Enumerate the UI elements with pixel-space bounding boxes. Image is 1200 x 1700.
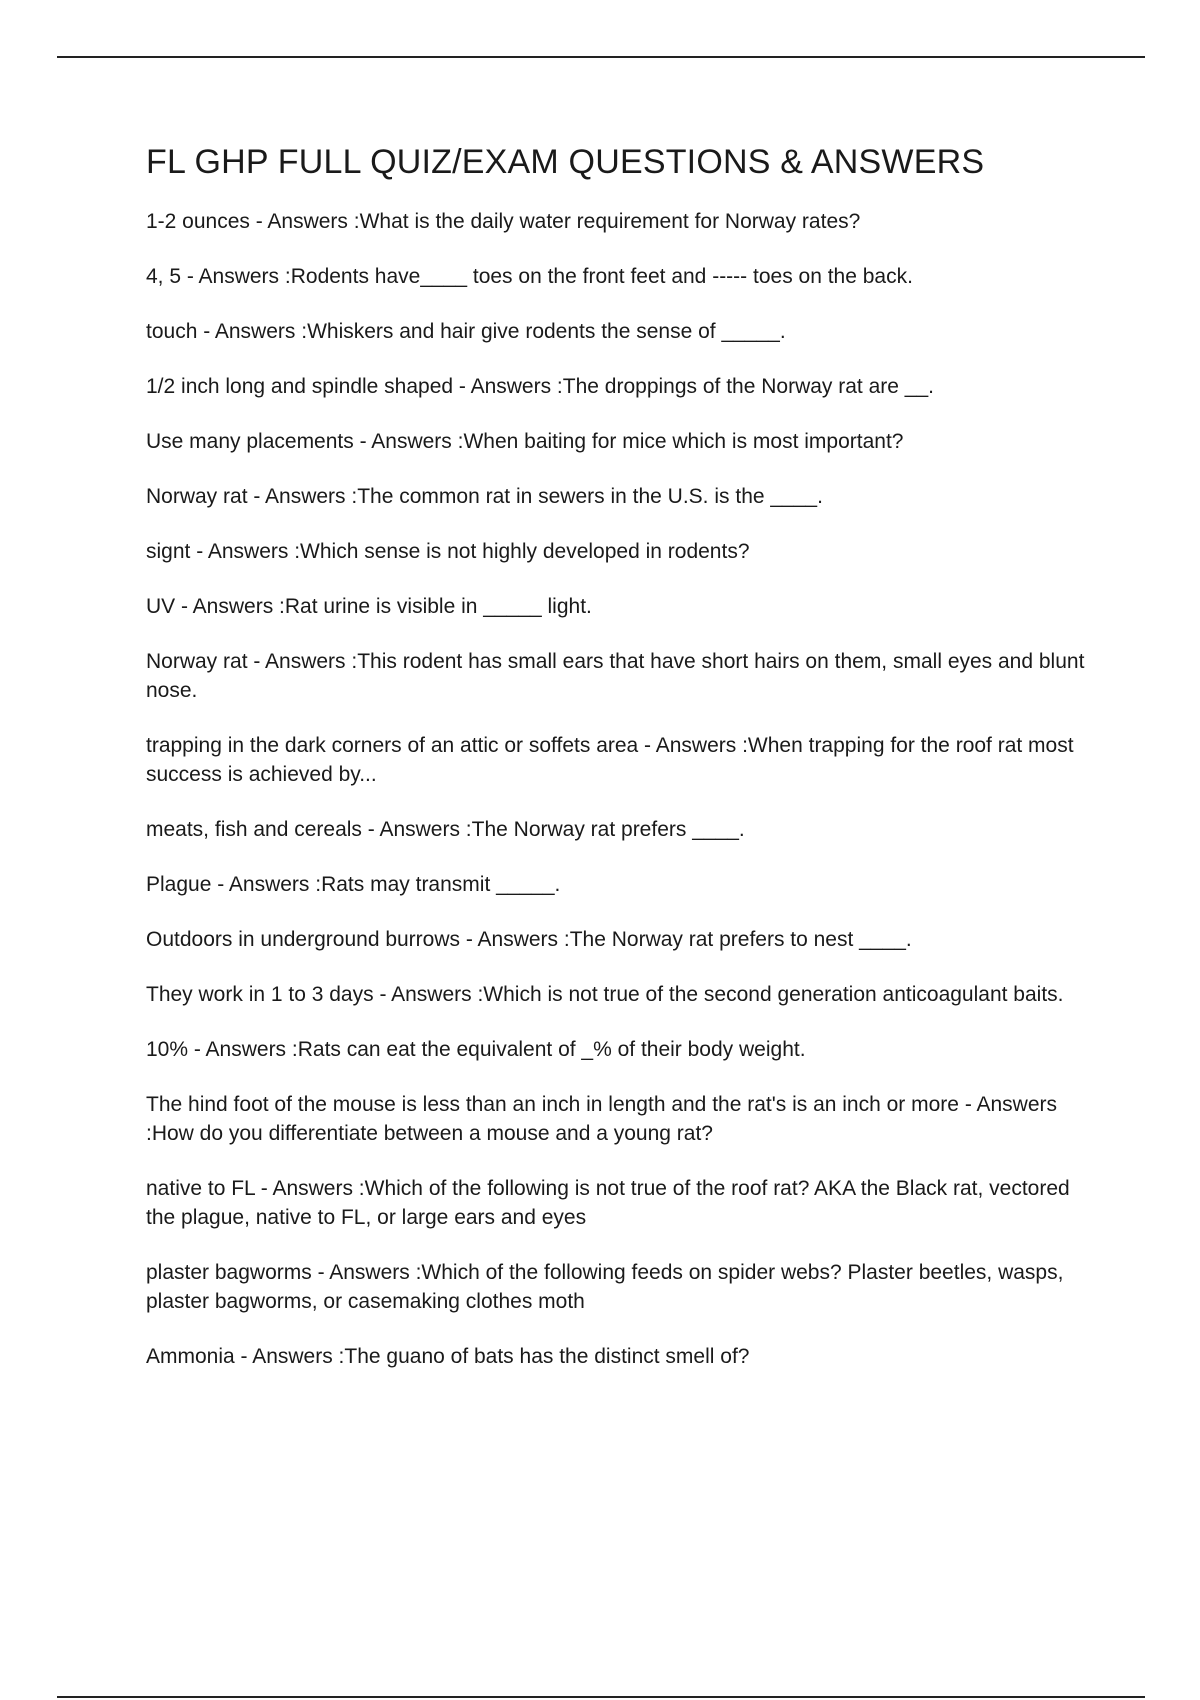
qa-item: Use many placements - Answers :When baiting for mice which is most important? — [146, 429, 904, 453]
qa-item: trapping in the dark corners of an attic or soffets area - Answers :When trapping for the roof rat most success is achieved by... — [146, 733, 1074, 786]
qa-item: Plague - Answers :Rats may transmit _____. — [146, 872, 561, 896]
qa-item: Norway rat - Answers :The common rat in sewers in the U.S. is the ____. — [146, 484, 823, 508]
qa-item: The hind foot of the mouse is less than an inch in length and the rat's is an inch or more - Answers :How do you differentiate between a mouse and a young rat? — [146, 1092, 1058, 1145]
top-divider — [57, 56, 1145, 58]
qa-item: signt - Answers :Which sense is not highly developed in rodents? — [146, 539, 750, 563]
qa-item: 1/2 inch long and spindle shaped - Answers :The droppings of the Norway rat are __. — [146, 374, 934, 398]
qa-item: plaster bagworms - Answers :Which of the following feeds on spider webs? Plaster beetles, wasps, plaster bagworms, or casemaking clothes moth — [146, 1260, 1064, 1313]
qa-item: UV - Answers :Rat urine is visible in _____ light. — [146, 594, 592, 618]
qa-item: meats, fish and cereals - Answers :The Norway rat prefers ____. — [146, 817, 745, 841]
bottom-divider — [57, 1696, 1145, 1698]
qa-item: touch - Answers :Whiskers and hair give rodents the sense of _____. — [146, 319, 786, 343]
qa-item: Norway rat - Answers :This rodent has small ears that have short hairs on them, small eyes and blunt nose. — [146, 649, 1085, 702]
qa-item: 1-2 ounces - Answers :What is the daily water requirement for Norway rates? — [146, 209, 861, 233]
qa-item: native to FL - Answers :Which of the following is not true of the roof rat? AKA the Black rat, vectored the plague, native to FL, or large ears and eyes — [146, 1176, 1070, 1229]
document-title: FL GHP FULL QUIZ/EXAM QUESTIONS & ANSWERS — [146, 143, 985, 181]
qa-item: 4, 5 - Answers :Rodents have____ toes on the front feet and ----- toes on the back. — [146, 264, 913, 288]
qa-item: They work in 1 to 3 days - Answers :Which is not true of the second generation anticoagulant baits. — [146, 982, 1064, 1006]
qa-item: Ammonia - Answers :The guano of bats has the distinct smell of? — [146, 1344, 750, 1368]
qa-item: Outdoors in underground burrows - Answers :The Norway rat prefers to nest ____. — [146, 927, 912, 951]
document-body — [146, 142, 1086, 1397]
qa-item: 10% - Answers :Rats can eat the equivalent of _% of their body weight. — [146, 1037, 806, 1061]
